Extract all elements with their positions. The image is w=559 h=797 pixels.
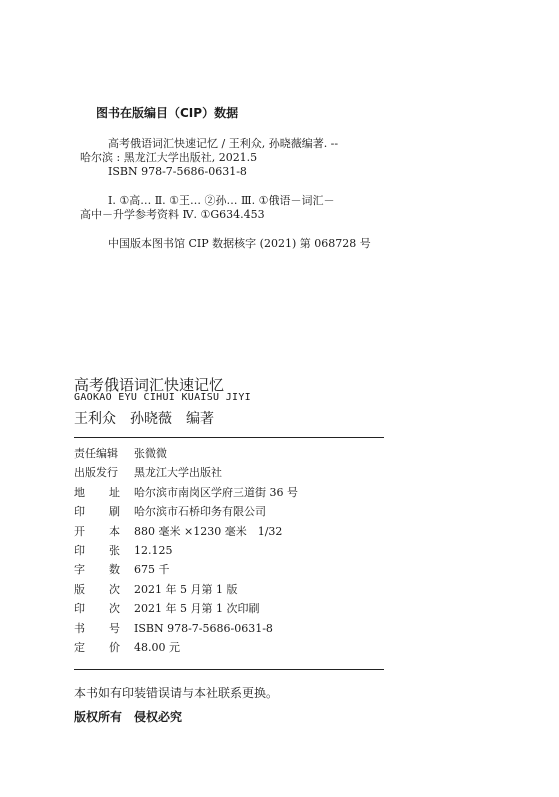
info-row xyxy=(74,542,173,560)
info-row xyxy=(74,581,237,599)
info-row xyxy=(74,503,266,521)
book-title-pinyin: GAOKAO EYU CIHUI KUAISU JIYI xyxy=(74,392,251,403)
info-row xyxy=(74,464,222,482)
info-label: 版次 xyxy=(74,582,120,596)
info-value: 48.00 元 xyxy=(134,641,180,654)
info-label: 印张 xyxy=(74,544,120,557)
info-value: 2021 年 5 月第 1 次印刷 xyxy=(134,602,260,616)
info-value: 12.125 xyxy=(134,544,173,557)
cip-line-publisher: 哈尔滨 : 黑龙江大学出版社, 2021.5 xyxy=(80,151,258,164)
info-label: 定价 xyxy=(74,641,120,654)
info-value: 哈尔滨市石桥印务有限公司 xyxy=(134,505,266,519)
info-row xyxy=(74,445,167,463)
cip-heading: 图书在版编目（CIP）数据 xyxy=(96,106,239,120)
info-label: 书号 xyxy=(74,621,120,635)
info-value: ISBN 978-7-5686-0631-8 xyxy=(134,621,273,635)
info-label: 出版发行 xyxy=(74,466,118,480)
info-row xyxy=(74,639,180,657)
bottom-divider xyxy=(74,669,384,670)
info-row xyxy=(74,620,273,638)
info-label: 印刷 xyxy=(74,505,120,519)
copyright-statement: 版权所有 侵权必究 xyxy=(74,710,183,724)
info-row xyxy=(74,600,259,618)
cip-line-isbn: ISBN 978-7-5686-0631-8 xyxy=(108,165,247,178)
cip-line-subjects: Ⅰ. ①高… Ⅱ. ①王… ②孙… Ⅲ. ①俄语－词汇－ xyxy=(108,194,335,207)
cip-line-title: 高考俄语词汇快速记忆 / 王利众, 孙晓薇编著. -- xyxy=(108,137,339,150)
book-title: 高考俄语词汇快速记忆 xyxy=(74,376,225,394)
info-label: 开本 xyxy=(74,524,120,538)
info-value: 880 毫米 ×1230 毫米 1/32 xyxy=(134,524,283,538)
info-value: 哈尔滨市南岗区学府三道街 36 号 xyxy=(134,485,298,499)
info-label: 字数 xyxy=(74,563,120,577)
replacement-notice: 本书如有印装错误请与本社联系更换。 xyxy=(74,686,279,700)
info-value: 张微微 xyxy=(134,447,167,460)
info-row xyxy=(74,561,170,579)
info-row xyxy=(74,484,298,502)
cip-line-record-number: 中国版本图书馆 CIP 数据核字 (2021) 第 068728 号 xyxy=(108,237,371,250)
book-authors: 王利众 孙晓薇 编著 xyxy=(74,411,214,427)
info-value: 2021 年 5 月第 1 版 xyxy=(134,582,238,596)
info-row xyxy=(74,523,282,541)
info-value: 675 千 xyxy=(134,563,170,577)
info-value: 黑龙江大学出版社 xyxy=(134,466,222,480)
cip-line-classification: 高中－升学参考资料 Ⅳ. ①G634.453 xyxy=(80,208,265,221)
top-divider xyxy=(74,437,384,438)
info-label: 地址 xyxy=(74,485,120,499)
info-label: 责任编辑 xyxy=(74,447,118,460)
info-label: 印次 xyxy=(74,602,120,616)
